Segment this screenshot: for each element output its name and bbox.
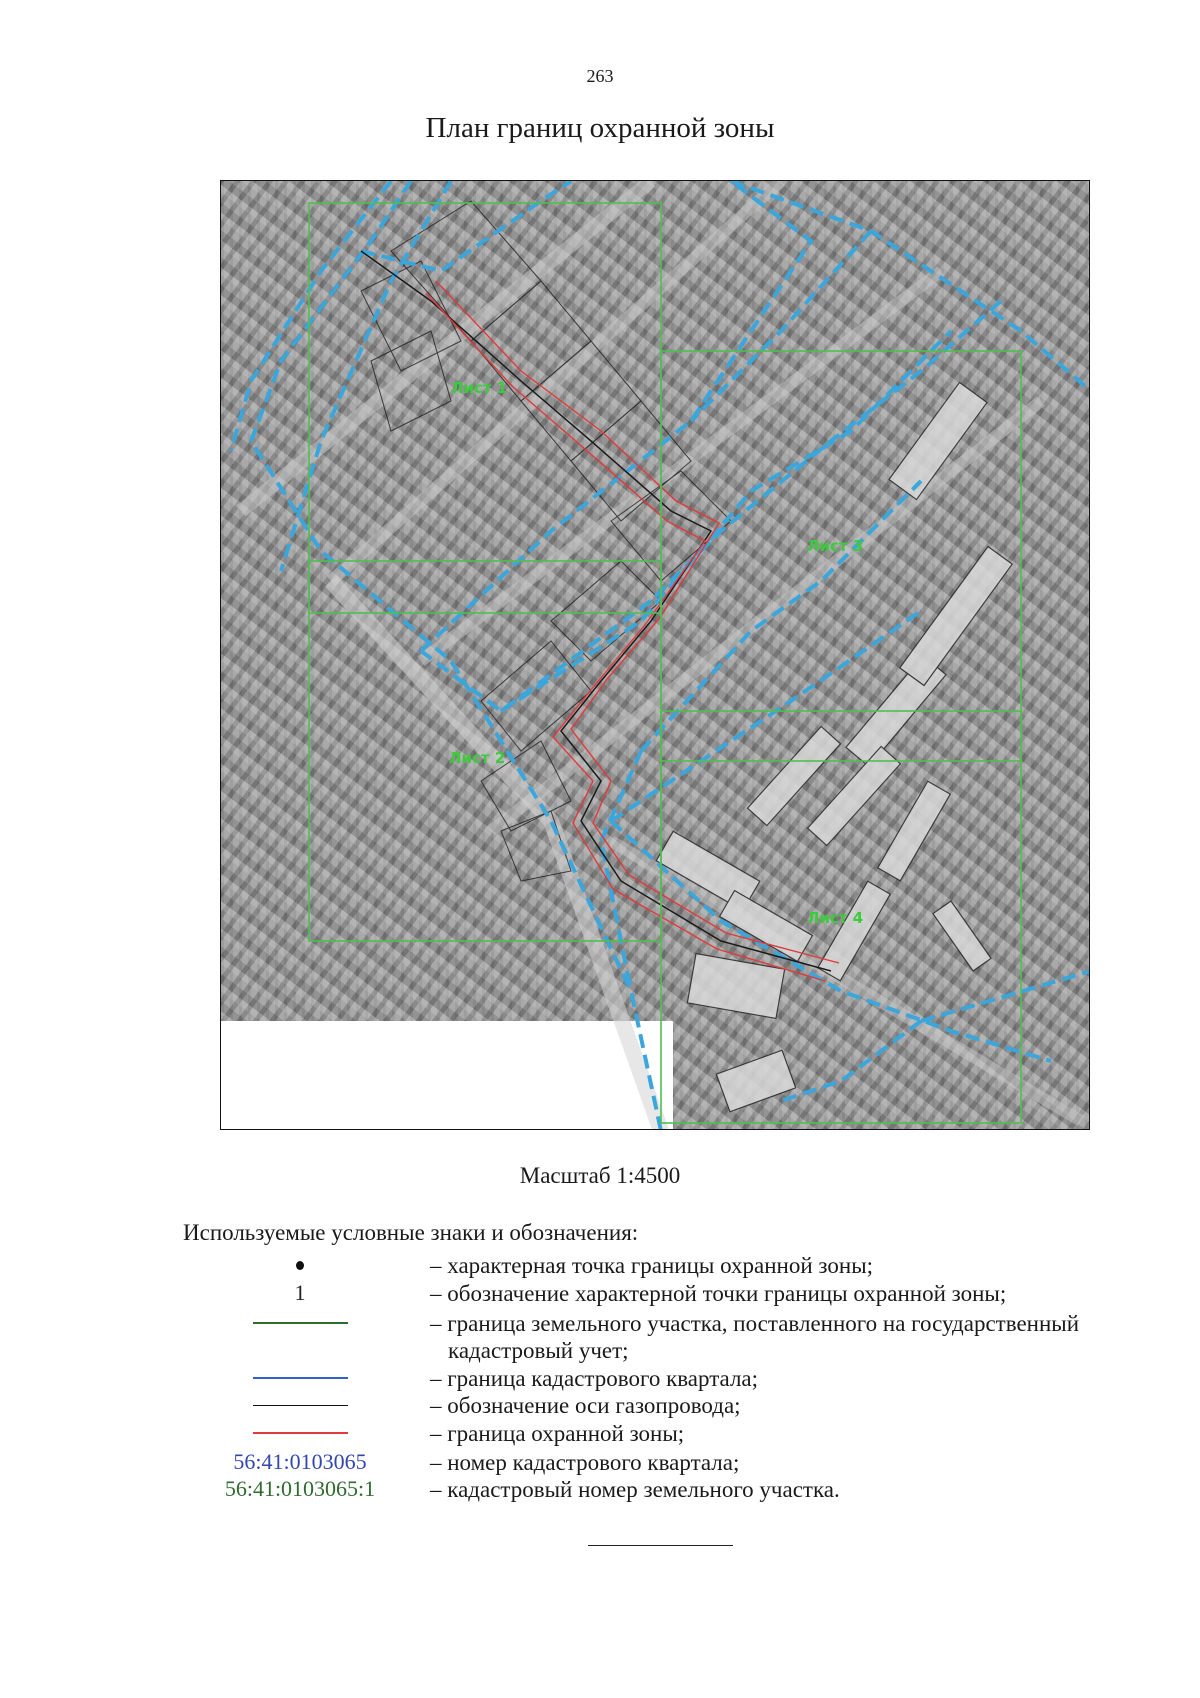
legend-description-continuation: кадастровый учет; <box>448 1338 629 1363</box>
legend-description <box>430 1420 1150 1447</box>
legend-description <box>430 1310 1150 1364</box>
line-symbol <box>253 1377 348 1379</box>
symbol-text: 1 <box>294 1280 306 1305</box>
sheet-label-3: Лист 3 <box>807 537 864 555</box>
legend-description <box>430 1392 1150 1419</box>
legend-item <box>0 1365 1200 1391</box>
legend-symbol <box>180 1252 420 1278</box>
legend-item <box>0 1280 1200 1306</box>
legend-description <box>430 1365 1150 1392</box>
sheet-label-2: Лист 2 <box>449 749 506 767</box>
legend-item <box>0 1420 1200 1446</box>
legend-description-line: – характерная точка границы охранной зоны; <box>430 1253 874 1278</box>
aerial-map <box>220 180 1090 1130</box>
legend-description <box>430 1449 1150 1476</box>
legend-item <box>0 1310 1200 1363</box>
sheet-label-1: Лист 1 <box>451 379 508 397</box>
page-title: План границ охранной зоны <box>425 112 775 144</box>
map-overlay <box>221 181 1090 1130</box>
legend-symbol <box>180 1310 420 1336</box>
legend-item <box>0 1476 1200 1502</box>
symbol-text: 56:41:0103065 <box>233 1449 367 1474</box>
legend-description-line: – обозначение оси газопровода; <box>430 1393 741 1418</box>
legend-description-line: – граница земельного участка, поставленного на государственный <box>430 1311 1080 1336</box>
line-symbol <box>253 1405 348 1406</box>
page-number: 263 <box>586 66 614 86</box>
legend-description-line: – обозначение характерной точки границы охранной зоны; <box>430 1281 1007 1306</box>
legend-symbol <box>180 1280 420 1306</box>
legend-description-line: – граница кадастрового квартала; <box>430 1366 759 1391</box>
map-scale: Масштаб 1:4500 <box>519 1163 681 1188</box>
legend-symbol <box>180 1365 420 1391</box>
legend-description-line: – номер кадастрового квартала; <box>430 1450 740 1475</box>
line-symbol <box>253 1322 348 1324</box>
legend-symbol <box>180 1420 420 1446</box>
legend-description-line: – граница охранной зоны; <box>430 1421 685 1446</box>
legend-description-line: – кадастровый номер земельного участка. <box>430 1477 840 1502</box>
map-blank-area <box>221 1021 673 1130</box>
legend-item <box>0 1449 1200 1475</box>
legend-symbol <box>180 1392 420 1418</box>
map-buildings <box>656 382 1012 1111</box>
line-symbol <box>253 1432 348 1434</box>
point-symbol <box>296 1261 304 1270</box>
symbol-text: 56:41:0103065:1 <box>224 1476 376 1501</box>
legend-title: Используемые условные знаки и обозначения: <box>183 1220 639 1245</box>
legend-item <box>0 1252 1200 1278</box>
footer-rule <box>588 1545 733 1546</box>
legend-description <box>430 1476 1150 1503</box>
map-street <box>421 271 941 661</box>
legend-symbol <box>180 1476 420 1502</box>
legend-description <box>430 1280 1150 1307</box>
sheet-label-4: Лист 4 <box>807 909 864 927</box>
legend-item <box>0 1392 1200 1418</box>
legend-symbol <box>180 1449 420 1475</box>
legend-description <box>430 1252 1150 1279</box>
